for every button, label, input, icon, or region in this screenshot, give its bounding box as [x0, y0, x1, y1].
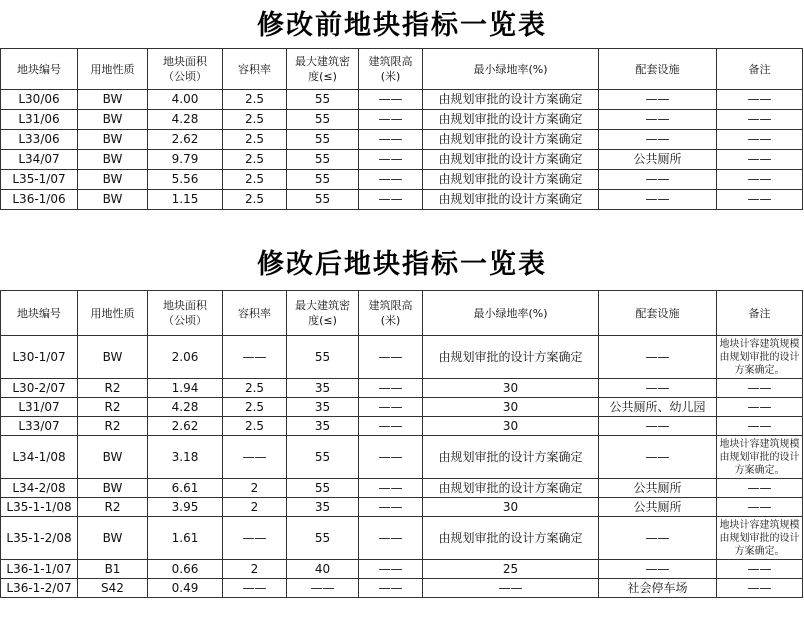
header-remarks: [717, 291, 803, 336]
cell-min-green-ratio: 25: [423, 560, 599, 579]
cell-land-use: R2: [78, 498, 148, 517]
table-row: [1, 90, 803, 110]
table-row: [1, 398, 803, 417]
cell-height-limit: ——: [359, 417, 423, 436]
cell-max-density: 35: [287, 417, 359, 436]
cell-text-line: 建筑限高: [368, 55, 413, 68]
cell-far: 2.5: [223, 417, 287, 436]
cell-plot-code: L35-1-1/08: [1, 498, 78, 517]
cell-text-line: 配套设施: [635, 62, 680, 76]
cell-facilities: 社会停车场: [599, 579, 717, 598]
cell-min-green-ratio: 由规划审批的设计方案确定: [423, 436, 599, 479]
cell-plot-area: 1.94: [148, 379, 223, 398]
cell-text-line: 备注: [748, 306, 771, 320]
cell-land-use: S42: [78, 579, 148, 598]
cell-land-use: BW: [78, 190, 148, 210]
cell-max-density: 35: [287, 398, 359, 417]
cell-max-density: 55: [287, 436, 359, 479]
cell-text-line: 用地性质: [90, 62, 135, 76]
cell-far: 2: [223, 479, 287, 498]
cell-plot-area: 0.49: [148, 579, 223, 598]
cell-land-use: BW: [78, 150, 148, 170]
cell-plot-code: L31/07: [1, 398, 78, 417]
cell-plot-code: L36-1/06: [1, 190, 78, 210]
header-min-green-ratio: [423, 49, 599, 90]
cell-remarks: ——: [717, 479, 803, 498]
cell-text-line: 备注: [748, 62, 771, 76]
cell-height-limit: ——: [359, 398, 423, 417]
table-row: [1, 560, 803, 579]
table-header-row: [1, 49, 803, 90]
cell-max-density: 55: [287, 336, 359, 379]
cell-max-density: 55: [287, 90, 359, 110]
cell-height-limit: ——: [359, 517, 423, 560]
cell-plot-area: 3.95: [148, 498, 223, 517]
cell-far: 2: [223, 560, 287, 579]
cell-height-limit: ——: [359, 579, 423, 598]
cell-far: 2.5: [223, 150, 287, 170]
cell-far: 2.5: [223, 90, 287, 110]
cell-text-line: 方案确定。: [734, 545, 785, 557]
cell-max-density: 55: [287, 479, 359, 498]
cell-land-use: BW: [78, 90, 148, 110]
cell-text-line: 容积率: [238, 306, 271, 320]
header-remarks: [717, 49, 803, 90]
cell-remarks: ——: [717, 110, 803, 130]
cell-text-line: 地块计容建筑规模: [719, 519, 800, 531]
cell-remarks: ——: [717, 498, 803, 517]
header-facilities: [599, 49, 717, 90]
cell-text-line: 建筑限高: [368, 299, 413, 312]
header-plot-code: [1, 49, 78, 90]
cell-remarks: [717, 517, 803, 560]
cell-min-green-ratio: ——: [423, 579, 599, 598]
cell-text-line: 最大建筑密: [295, 299, 350, 312]
cell-height-limit: ——: [359, 170, 423, 190]
table-row: [1, 579, 803, 598]
cell-text-line: (米): [380, 314, 401, 327]
cell-facilities: ——: [599, 436, 717, 479]
cell-min-green-ratio: 由规划审批的设计方案确定: [423, 130, 599, 150]
cell-plot-code: L33/06: [1, 130, 78, 150]
cell-text-line: 地块面积: [163, 55, 207, 68]
header-height-limit: [359, 49, 423, 90]
cell-land-use: B1: [78, 560, 148, 579]
cell-land-use: BW: [78, 517, 148, 560]
table-row: [1, 130, 803, 150]
table-row: [1, 517, 803, 560]
cell-height-limit: ——: [359, 336, 423, 379]
cell-text-line: 度(≤): [308, 314, 337, 327]
cell-height-limit: ——: [359, 110, 423, 130]
cell-far: ——: [223, 436, 287, 479]
cell-far: ——: [223, 336, 287, 379]
table-row: [1, 417, 803, 436]
cell-facilities: 公共厕所、幼儿园: [599, 398, 717, 417]
table-row: [1, 150, 803, 170]
cell-min-green-ratio: 由规划审批的设计方案确定: [423, 336, 599, 379]
cell-remarks: ——: [717, 130, 803, 150]
cell-land-use: BW: [78, 110, 148, 130]
cell-min-green-ratio: 30: [423, 498, 599, 517]
cell-remarks: ——: [717, 190, 803, 210]
header-facilities: [599, 291, 717, 336]
cell-remarks: ——: [717, 560, 803, 579]
cell-plot-code: L34/07: [1, 150, 78, 170]
table-row: [1, 379, 803, 398]
cell-facilities: ——: [599, 517, 717, 560]
cell-remarks: ——: [717, 398, 803, 417]
cell-height-limit: ——: [359, 190, 423, 210]
cell-height-limit: ——: [359, 130, 423, 150]
cell-plot-code: L31/06: [1, 110, 78, 130]
table-row: [1, 436, 803, 479]
cell-max-density: 40: [287, 560, 359, 579]
header-land-use: [78, 291, 148, 336]
cell-height-limit: ——: [359, 560, 423, 579]
cell-plot-code: L36-1-2/07: [1, 579, 78, 598]
cell-text-line: 度(≤): [308, 70, 337, 83]
cell-max-density: 35: [287, 379, 359, 398]
cell-height-limit: ——: [359, 379, 423, 398]
cell-plot-code: L30-2/07: [1, 379, 78, 398]
cell-min-green-ratio: 30: [423, 379, 599, 398]
cell-far: 2.5: [223, 170, 287, 190]
cell-far: 2: [223, 498, 287, 517]
cell-facilities: 公共厕所: [599, 150, 717, 170]
cell-plot-code: L35-1/07: [1, 170, 78, 190]
cell-min-green-ratio: 由规划审批的设计方案确定: [423, 517, 599, 560]
cell-height-limit: ——: [359, 150, 423, 170]
cell-max-density: 55: [287, 110, 359, 130]
cell-land-use: BW: [78, 130, 148, 150]
cell-land-use: R2: [78, 379, 148, 398]
cell-land-use: BW: [78, 479, 148, 498]
header-plot-area: [148, 291, 223, 336]
header-land-use: [78, 49, 148, 90]
cell-plot-area: 4.28: [148, 110, 223, 130]
cell-facilities: ——: [599, 190, 717, 210]
header-max-density: [287, 49, 359, 90]
cell-text-line: 由规划审批的设计: [719, 532, 800, 544]
cell-text-line: 容积率: [238, 62, 271, 76]
cell-remarks: [717, 436, 803, 479]
cell-plot-area: 3.18: [148, 436, 223, 479]
before-table-title: 修改前地块指标一览表: [257, 10, 547, 41]
cell-facilities: 公共厕所: [599, 479, 717, 498]
cell-text-line: 最小绿地率(%): [473, 306, 548, 320]
cell-plot-code: L33/07: [1, 417, 78, 436]
cell-plot-code: L34-2/08: [1, 479, 78, 498]
cell-min-green-ratio: 由规划审批的设计方案确定: [423, 110, 599, 130]
cell-remarks: ——: [717, 90, 803, 110]
cell-facilities: ——: [599, 560, 717, 579]
cell-text-line: 用地性质: [90, 306, 135, 320]
cell-facilities: ——: [599, 379, 717, 398]
cell-plot-area: 6.61: [148, 479, 223, 498]
cell-far: 2.5: [223, 130, 287, 150]
after-indicator-table: [0, 290, 803, 598]
cell-height-limit: ——: [359, 90, 423, 110]
header-height-limit: [359, 291, 423, 336]
cell-plot-code: L30-1/07: [1, 336, 78, 379]
table-header-row: [1, 291, 803, 336]
table-row: [1, 479, 803, 498]
cell-plot-area: 1.61: [148, 517, 223, 560]
cell-text-line: 地块计容建筑规模: [719, 338, 800, 350]
cell-text-line: 最大建筑密: [295, 55, 350, 68]
cell-facilities: ——: [599, 130, 717, 150]
cell-far: 2.5: [223, 379, 287, 398]
cell-text-line: （公顷）: [163, 314, 207, 327]
cell-text-line: 地块面积: [163, 299, 207, 312]
cell-min-green-ratio: 30: [423, 417, 599, 436]
cell-facilities: ——: [599, 170, 717, 190]
cell-plot-area: 5.56: [148, 170, 223, 190]
cell-facilities: ——: [599, 110, 717, 130]
cell-max-density: 55: [287, 130, 359, 150]
cell-text-line: 方案确定。: [734, 364, 785, 376]
table-row: [1, 170, 803, 190]
table-row: [1, 498, 803, 517]
cell-max-density: 35: [287, 498, 359, 517]
cell-max-density: 55: [287, 190, 359, 210]
cell-far: 2.5: [223, 190, 287, 210]
cell-min-green-ratio: 30: [423, 398, 599, 417]
cell-plot-code: L34-1/08: [1, 436, 78, 479]
cell-remarks: [717, 336, 803, 379]
cell-land-use: R2: [78, 398, 148, 417]
header-max-density: [287, 291, 359, 336]
cell-land-use: BW: [78, 336, 148, 379]
cell-plot-area: 2.06: [148, 336, 223, 379]
cell-text-line: 地块编号: [17, 62, 61, 76]
cell-max-density: 55: [287, 150, 359, 170]
cell-plot-area: 2.62: [148, 417, 223, 436]
cell-min-green-ratio: 由规划审批的设计方案确定: [423, 170, 599, 190]
cell-plot-code: L30/06: [1, 90, 78, 110]
table-row: [1, 336, 803, 379]
cell-plot-area: 0.66: [148, 560, 223, 579]
cell-remarks: ——: [717, 150, 803, 170]
cell-min-green-ratio: 由规划审批的设计方案确定: [423, 150, 599, 170]
cell-text-line: (米): [380, 70, 401, 83]
cell-min-green-ratio: 由规划审批的设计方案确定: [423, 90, 599, 110]
cell-plot-area: 1.15: [148, 190, 223, 210]
cell-text-line: 配套设施: [635, 306, 680, 320]
cell-text-line: 最小绿地率(%): [473, 62, 548, 76]
cell-max-density: 55: [287, 170, 359, 190]
cell-plot-code: L35-1-2/08: [1, 517, 78, 560]
cell-height-limit: ——: [359, 436, 423, 479]
cell-facilities: ——: [599, 417, 717, 436]
cell-text-line: 由规划审批的设计: [719, 351, 800, 363]
cell-plot-area: 4.28: [148, 398, 223, 417]
cell-min-green-ratio: 由规划审批的设计方案确定: [423, 479, 599, 498]
cell-far: ——: [223, 517, 287, 560]
cell-far: ——: [223, 579, 287, 598]
cell-plot-area: 2.62: [148, 130, 223, 150]
cell-land-use: R2: [78, 417, 148, 436]
table-row: [1, 110, 803, 130]
header-far: [223, 49, 287, 90]
cell-min-green-ratio: 由规划审批的设计方案确定: [423, 190, 599, 210]
cell-text-line: 由规划审批的设计: [719, 451, 800, 463]
header-plot-area: [148, 49, 223, 90]
cell-plot-area: 9.79: [148, 150, 223, 170]
cell-facilities: 公共厕所: [599, 498, 717, 517]
header-plot-code: [1, 291, 78, 336]
cell-height-limit: ——: [359, 498, 423, 517]
cell-plot-area: 4.00: [148, 90, 223, 110]
cell-land-use: BW: [78, 170, 148, 190]
cell-height-limit: ——: [359, 479, 423, 498]
cell-text-line: 地块计容建筑规模: [719, 438, 800, 450]
cell-facilities: ——: [599, 90, 717, 110]
table-row: [1, 190, 803, 210]
cell-max-density: ——: [287, 579, 359, 598]
cell-max-density: 55: [287, 517, 359, 560]
header-far: [223, 291, 287, 336]
cell-remarks: ——: [717, 579, 803, 598]
cell-far: 2.5: [223, 398, 287, 417]
after-table-title: 修改后地块指标一览表: [257, 249, 547, 280]
cell-plot-code: L36-1-1/07: [1, 560, 78, 579]
before-indicator-table: [0, 48, 803, 210]
cell-far: 2.5: [223, 110, 287, 130]
cell-remarks: ——: [717, 417, 803, 436]
cell-remarks: ——: [717, 170, 803, 190]
cell-land-use: BW: [78, 436, 148, 479]
cell-facilities: ——: [599, 336, 717, 379]
cell-remarks: ——: [717, 379, 803, 398]
cell-text-line: （公顷）: [163, 70, 207, 83]
cell-text-line: 地块编号: [17, 306, 61, 320]
header-min-green-ratio: [423, 291, 599, 336]
cell-text-line: 方案确定。: [734, 464, 785, 476]
